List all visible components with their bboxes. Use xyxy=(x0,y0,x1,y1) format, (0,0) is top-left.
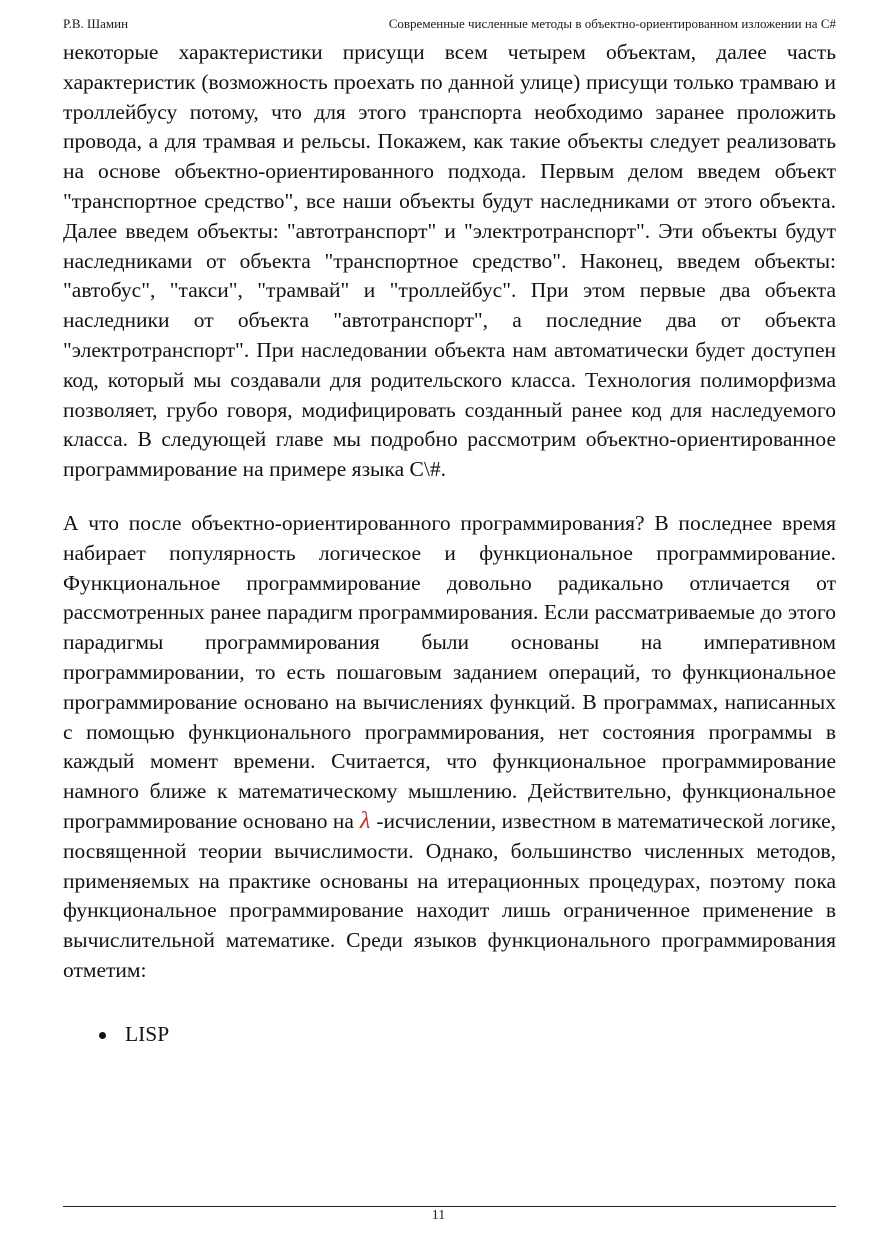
header-author: Р.В. Шамин xyxy=(63,16,129,31)
paragraph-text-after-lambda: -исчислении, известном в математической логике, посвященной теории вычислимости. Однако, большинство численных методов, применяемых на практике основаны на итерационных процедурах, поэтому пока функциональное программирование находит лишь ограниченное применение в вычислительной математике. Среди языков функционального программирования отметим: xyxy=(63,808,836,982)
running-header xyxy=(63,16,836,36)
paragraph-inheritance: некоторые характеристики присущи всем четырем объектам, далее часть характеристик (возможность проехать по данной улице) присущи только трамваю и троллейбусу потому, что для этого транспорта необходимо заранее проложить провода, а для трамвая и рельсы. Покажем, как такие объекты следует реализовать на основе объектно-ориентированного подхода. Первым делом введем объект "транспортное средство", все наши объекты будут наследниками от этого объекта. Далее введем объекты: "автотранспорт" и "электротранспорт". Эти объекты будут наследниками от объекта "транспортное средство". Наконец, введем объекты: "автобус", "такси", "трамвай" и "троллейбус". При этом первые два объекта наследники от объекта "автотранспорт", а последние два от объекта "электротранспорт". При наследовании объекта нам автоматически будет доступен код, который мы создавали для родительского класса. Технология полиморфизма позволяет, грубо говоря, модифицировать созданный ранее код для наследуемого класса. В следующей главе мы подробно рассмотрим объектно-ориентированное программирование на примере языка C\#. xyxy=(63,40,836,482)
lambda-symbol: λ xyxy=(359,807,371,834)
page-body xyxy=(63,38,836,1050)
list-item xyxy=(63,1020,836,1050)
paragraph-text-before-lambda: А что после объектно-ориентированного программирования? В последнее время набирает популярность логическое и функциональное программирование. Функциональное программирование довольно радикально отличается от рассмотренных ранее парадигм программирования. Если рассматриваемые до этого парадигмы программирования были основаны на императивном программировании, то есть пошаговым заданием операций, то функциональное программирование основано на вычислениях функций. В программах, написанных с помощью функционального программирования, нет состояния программы в каждый момент времени. Считается, что функциональное программирование намного ближе к математическому мышлению. Действительно, функциональное программирование основано на xyxy=(63,510,836,833)
bullet-icon xyxy=(99,1032,106,1039)
list-item-label: LISP xyxy=(125,1021,170,1046)
paragraph-functional-programming xyxy=(63,509,836,986)
page-number: 11 xyxy=(431,1208,446,1223)
footer-divider xyxy=(63,1206,836,1207)
header-book-title: Современные численные методы в объектно-ориентированном изложении на C# xyxy=(388,16,836,31)
functional-languages-list xyxy=(63,1020,836,1050)
